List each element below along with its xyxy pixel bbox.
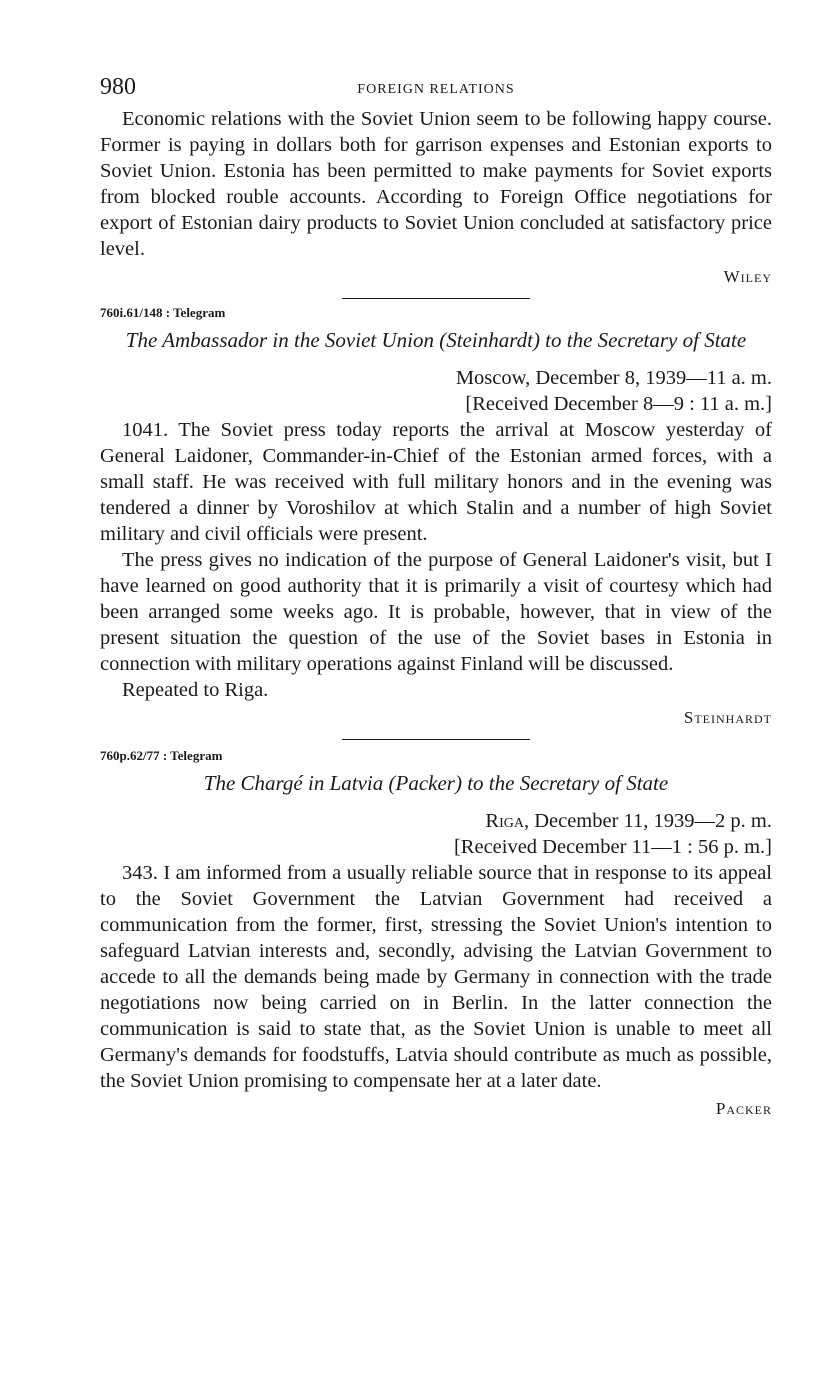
document-heading: The Chargé in Latvia (Packer) to the Secretary of State (203, 771, 669, 795)
body-paragraph: The press gives no indication of the purpose of General Laidoner's visit, but I have learned on good authority that it is primarily a visit of courtesy which had been arranged some weeks ago. It is probable, however, that in view of the present situation the question of the use of the Soviet bases in Estonia in connection with military operations against Finland will be discussed. (100, 549, 772, 675)
body-paragraph: 1041. The Soviet press today reports the arrival at Moscow yesterday of General Laidoner, Commander-in-Chief of the Estonian armed forces, with a small staff. He was received with full military honors and in the evening was tendered a dinner by Voroshilov at which Stalin and a number of high Soviet military and civil officials were present. (100, 419, 772, 545)
section-divider (342, 298, 530, 299)
body-paragraph: 343. I am informed from a usually reliable source that in response to its appeal to the Soviet Government the Latvian Government had received a communication from the former, first, stressing the Soviet Union's intention to safeguard Latvian interests and, secondly, advising the Latvian Government to accede to all the demands being made by Germany in connection with the trade negotiations now being carried on in Berlin. In the latter connection the communication is said to state that, as the Soviet Union is unable to meet all Germany's demands for foodstuffs, Latvia should contribute as much as possible, the Soviet Union promising to compensate her at a later date. (100, 862, 772, 1092)
section-divider (342, 739, 530, 740)
file-reference: 760i.61/148 : Telegram (100, 305, 226, 320)
dateline-date: , December 11, 1939—2 p. m. (523, 810, 772, 832)
intro-paragraph: Economic relations with the Soviet Union seem to be following happy course. Former is paying in dollars both for garrison expenses and Estonian exports to Soviet Union. Estonia has been permitted to make payments for Soviet exports from blocked rouble accounts. According to Foreign Office negotiations for export of Estonian dairy products to Soviet Union concluded at satisfactory price level. (100, 108, 772, 260)
running-head (100, 70, 772, 106)
signature-wiley: Wiley (723, 267, 772, 286)
received-line: [Received December 11—1 : 56 p. m.] (453, 836, 772, 858)
running-title: FOREIGN RELATIONS (357, 82, 515, 97)
received-line: [Received December 8—9 : 11 a. m.] (465, 393, 772, 415)
page-number: 980 (100, 74, 136, 100)
body-paragraph: Repeated to Riga. (122, 679, 269, 701)
dateline (100, 808, 772, 834)
file-reference: 760p.62/77 : Telegram (100, 748, 223, 763)
document-heading: The Ambassador in the Soviet Union (Steinhardt) to the Secretary of State (125, 328, 747, 352)
signature-packer: Packer (715, 1099, 772, 1118)
dateline: Moscow, December 8, 1939—11 a. m. (455, 367, 772, 389)
signature-steinhardt: Steinhardt (683, 708, 772, 727)
dateline-place: Riga (485, 810, 524, 832)
document-page (100, 70, 772, 1122)
